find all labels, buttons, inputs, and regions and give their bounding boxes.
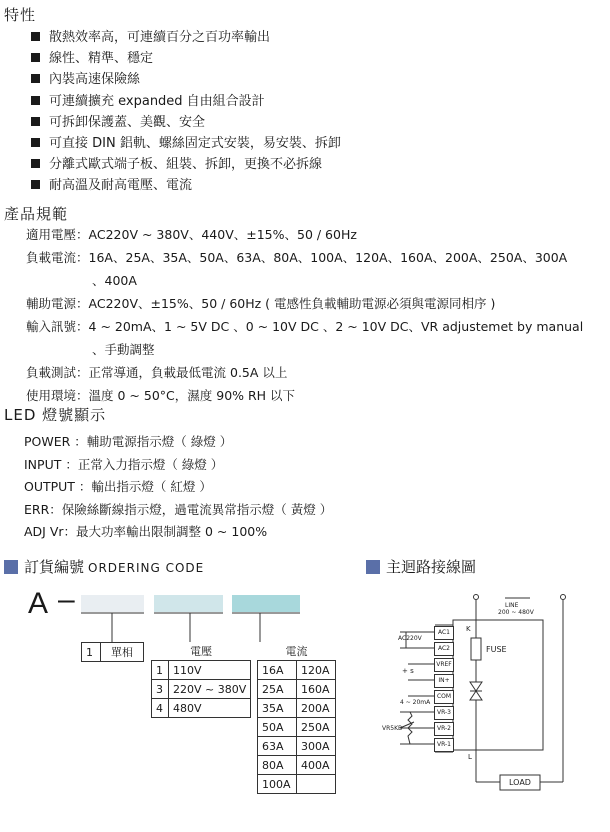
spec-label: 適用電壓: [26, 227, 77, 242]
voltage-code: 4: [152, 699, 169, 718]
spec-colon: ：: [76, 388, 89, 403]
spec-colon: ：: [76, 319, 89, 334]
phase-label: 單相: [101, 643, 144, 662]
current-value: 300A: [297, 737, 336, 756]
spec-colon: ：: [76, 365, 89, 380]
feature-text: 可直接 DIN 鋁軌、螺絲固定式安裝，易安裝、拆卸: [49, 136, 341, 151]
voltage-code: 3: [152, 680, 169, 699]
terminal-block: VR-1: [434, 738, 454, 752]
spec-value-continued: 、手動調整: [92, 342, 155, 357]
terminal-block: AC1: [434, 626, 454, 640]
current-value: 250A: [297, 718, 336, 737]
feature-text: 可連續擴充 expanded 自由組合設計: [49, 93, 265, 109]
feature-text: 內裝高速保險絲: [49, 72, 141, 88]
current-value: 50A: [258, 718, 297, 737]
line-label: LINE: [505, 602, 519, 609]
current-value: 35A: [258, 699, 297, 718]
current-value: 120A: [297, 661, 336, 680]
terminal-block: COM: [434, 690, 454, 704]
spec-colon: ：: [76, 227, 89, 242]
current-value: 100A: [258, 775, 297, 794]
terminal-block: VR-2: [434, 722, 454, 736]
ac-label: AC220V: [398, 635, 422, 642]
current-value: 80A: [258, 756, 297, 775]
line-range: 200 ~ 480V: [498, 609, 534, 616]
terminal-block: VREF: [434, 658, 454, 672]
led-item: POWER ：輔助電源指示燈（ 綠燈 ）: [24, 434, 233, 449]
spec-label: 負載測試: [26, 365, 77, 380]
fuse-label: FUSE: [486, 645, 507, 654]
voltage-value: 110V: [169, 661, 251, 680]
current-value: 200A: [297, 699, 336, 718]
voltage-value: 480V: [169, 699, 251, 718]
led-title: LED 燈號顯示: [4, 406, 107, 424]
spec-value: AC220V ~ 380V、440V、±15%、50 / 60Hz: [88, 227, 357, 242]
voltage-value: 220V ~ 380V: [169, 680, 251, 699]
specs-title: 產品規範: [4, 205, 69, 223]
vr-label: VR5KB: [382, 725, 403, 732]
spec-label: 輸入訊號: [26, 319, 77, 334]
current-header: 電流: [258, 642, 336, 661]
spec-value: AC220V、±15%、50 / 60Hz ( 電感性負載輔助電源必須與電源同相序 ): [88, 296, 496, 311]
spec-label: 輔助電源: [26, 296, 77, 311]
phase-code: 1: [82, 643, 101, 662]
ordering-title: 訂貨編號: [24, 558, 85, 576]
k-label: K: [466, 625, 471, 633]
spec-label: 使用環境: [26, 388, 77, 403]
spec-colon: ：: [76, 250, 89, 265]
l-label: L: [468, 753, 472, 761]
ordering-title-en: ORDERING CODE: [88, 561, 205, 575]
spec-label: 負載電流: [26, 250, 77, 265]
feature-text: 耐高溫及耐高電壓、電流: [49, 178, 193, 194]
current-value: 160A: [297, 680, 336, 699]
led-item: INPUT ：正常入力指示燈（ 綠燈 ）: [24, 456, 224, 472]
voltage-code: 1: [152, 661, 169, 680]
terminal-block: VR-3: [434, 706, 454, 720]
current-value: 63A: [258, 737, 297, 756]
led-item: ADJ Vr：最大功率輸出限制調整 0 ~ 100%: [24, 524, 268, 539]
led-item: OUTPUT ：輸出指示燈（ 紅燈 ）: [24, 479, 212, 494]
feature-text: 可拆卸保護蓋、美觀、安全: [49, 114, 206, 130]
spec-value: 16A、25A、35A、50A、63A、80A、100A、120A、160A、200A、250A、300A: [88, 250, 568, 265]
voltage-header: 電壓: [152, 642, 251, 661]
spec-value: 4 ~ 20mA、1 ~ 5V DC 、0 ~ 10V DC 、2 ~ 10V DC、VR adjustemet by manual: [88, 319, 584, 334]
led-item: ERR：保險絲斷線指示燈，過電流異常指示燈（ 黃燈 ）: [24, 501, 333, 517]
current-value: 16A: [258, 661, 297, 680]
current-value: 25A: [258, 680, 297, 699]
signal-label: 4 ~ 20mA: [400, 699, 431, 706]
load-label: LOAD: [509, 778, 531, 787]
feature-text: 散熱效率高，可連續百分之百功率輸出: [49, 30, 271, 45]
spec-value: 正常導通，負載最低電流 0.5A 以上: [88, 365, 288, 380]
feature-text: 線性、精準、穩定: [49, 51, 154, 67]
current-value: 400A: [297, 756, 336, 775]
spec-colon: ：: [76, 296, 89, 311]
terminal-block: AC2: [434, 642, 454, 656]
wiring-title: 主迴路接線圖: [386, 558, 477, 576]
terminal-block: IN+: [434, 674, 454, 688]
ordering-dash: –: [58, 583, 75, 616]
spec-value-continued: 、400A: [92, 273, 137, 288]
feature-text: 分離式歐式端子板、組裝、拆卸，更換不必拆線: [49, 157, 323, 173]
plus-label: + s: [402, 667, 414, 675]
spec-value: 溫度 0 ~ 50°C，濕度 90% RH 以下: [88, 388, 296, 403]
ordering-prefix: A: [28, 587, 49, 620]
features-title: 特性: [4, 6, 37, 24]
